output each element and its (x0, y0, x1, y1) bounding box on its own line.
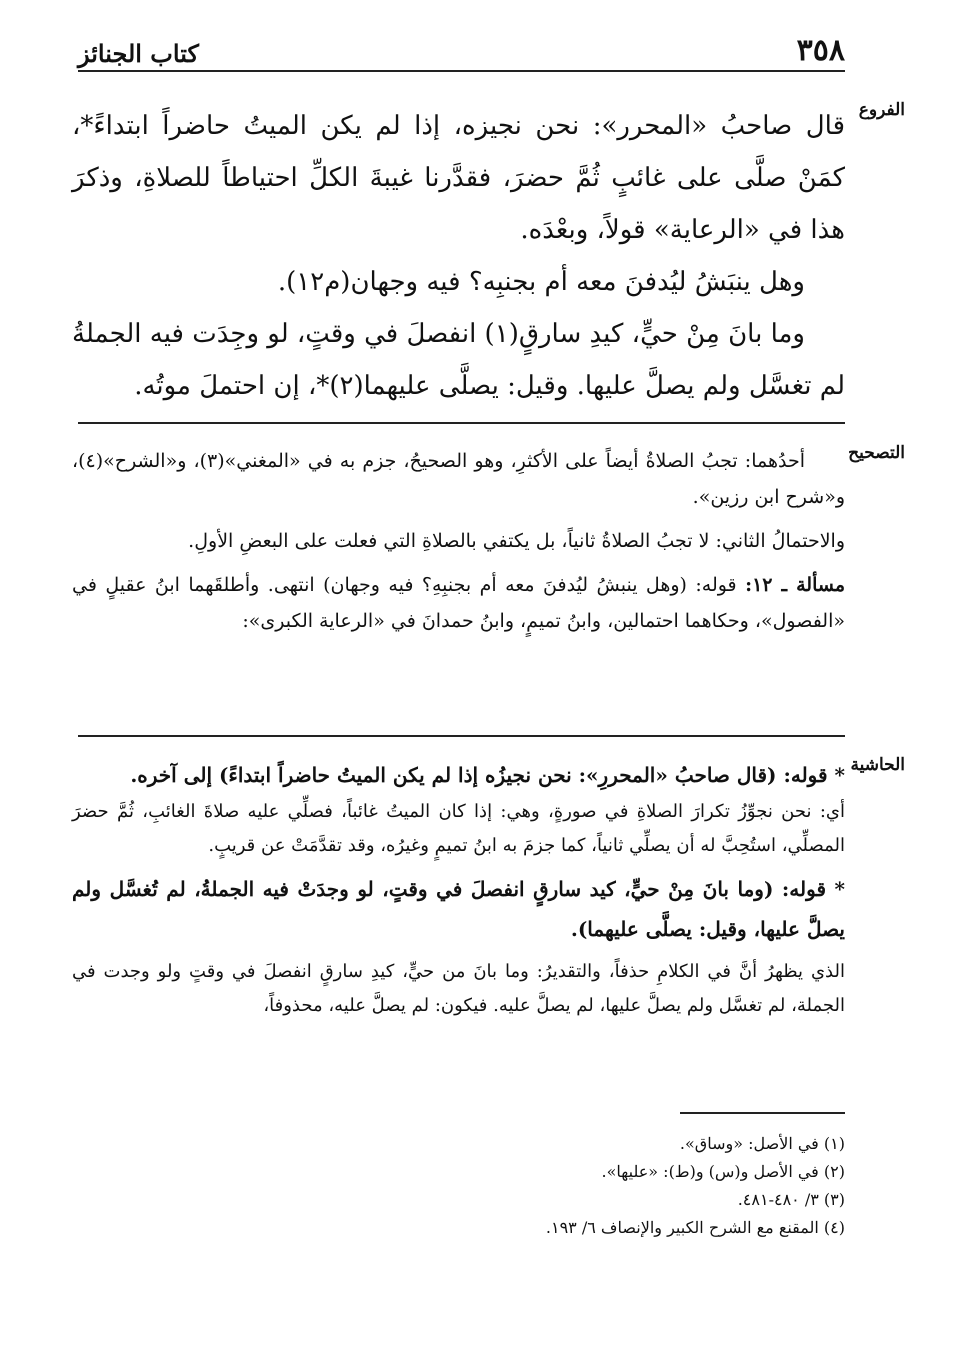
hashiya-explanation-1: أي: نحن نجوِّزُ تكرارَ الصلاةِ في صورةٍ، وهي: إذا كان الميتُ غائباً، فصلِّي عليه صلاةَ الغائبِ، ثُمَّ حضرَ المصلِّي، استُحِبَّ له أن يصلِّي ثانياً، كما جزمَ به ابنُ تميمٍ وغيرُه، وقد تقدَّمَتْ عن قريبٍ. (72, 801, 845, 856)
masala-heading: مسألة ـ ١٢: (745, 574, 845, 596)
book-title: كتاب الجنائز (78, 39, 199, 68)
furu-section (72, 100, 905, 412)
furu-paragraph-3: وما بانَ مِنْ حيٍّ، كيدِ سارقٍ(١) انفصلَ في وقتٍ، لو وجِدَت فيه الجملةُ لم تغسَّل ولم يصلَّ عليها. وقيل: يصلَّى عليهما(٢)*، إن احتملَ موتُه. (72, 319, 845, 401)
page-header (78, 30, 845, 72)
section-divider (78, 735, 845, 737)
footnote-divider (680, 1112, 845, 1114)
furu-paragraph-2: وهل ينبَشُ ليُدفنَ معه أم بجنبِه؟ فيه وجهان(م١٢). (277, 267, 805, 297)
hashiya-quote-2: * قوله: (وما بانَ مِنْ حيٍّ، كيد سارقٍ انفصلَ في وقتٍ، لو وجدَتْ فيه الجملةُ، لم تُغسَّل ولم يصلَّ عليها، وقيل: يصلَّى عليهما). (72, 877, 845, 941)
footnote: (١) في الأصل: «وساق». (679, 1134, 845, 1153)
tashih-paragraph-3 (72, 567, 845, 639)
tashih-label: التصحيح (848, 443, 905, 463)
hashiya-explanation-2: الذي يظهرُ أنَّ في الكلامِ حذفاً، والتقديرُ: وما بانَ من حيٍّ، كيدِ سارقٍ انفصلَ في وقتٍ ولو وجدت في الجملة، لم تغسَّل ولم يصلَّ عليها، لم يصلَّ عليه. فيكون: لم يصلَّ عليه، محذوفاً، (72, 961, 845, 1016)
hashiya-label: الحاشية (850, 755, 905, 775)
page-number: ٣٥٨ (796, 33, 845, 68)
section-divider (78, 422, 845, 424)
furu-paragraph-1: قال صاحبُ «المحرر»: نحن نجيزه، إذا لم يكن الميتُ حاضراً ابتداءً*، كمَنْ صلَّى على غائبٍ ثُمَّ حضرَ، فقدَّرنا غيبةَ الكلِّ احتياطاً للصلاةِ، وذكرَ هذا في «الرعاية» قولاً، وبعْدَه. (72, 111, 845, 245)
footnotes (78, 1130, 845, 1242)
furu-label: الفروع (858, 100, 905, 120)
hashiya-quote-1: * قوله: (قال صاحبُ «المحررِ»: نحن نجيزُه إذا لم يكن الميتُ حاضراً ابتداءً) إلى آخره. (130, 763, 845, 787)
tashih-paragraph-2: والاحتمالُ الثاني: لا تجبُ الصلاةُ ثانياً، بل يكتفي بالصلاةِ التي فعلت على البعضِ الأولِ. (188, 530, 845, 552)
footnote: (٤) المقنع مع الشرح الكبير والإنصاف ٦/ ١٩٣. (545, 1218, 845, 1237)
footnote: (٣) ٣/ ٤٨٠-٤٨١. (737, 1190, 845, 1209)
tashih-section (72, 443, 905, 639)
footnote: (٢) في الأصل و(س) و(ط): «عليها». (601, 1162, 845, 1181)
masala-text: قوله: (وهل ينبشُ ليُدفنَ معه أم بجنبِهِ؟ فيه وجهان) انتهى. وأطلقَهما ابنُ عقيلٍ في «الفصول»، وحكاهما احتمالين، وابنُ تميمٍ، وابنُ حمدانَ في «الرعاية الكبرى»: (72, 574, 845, 632)
hashiya-section (72, 755, 905, 1023)
tashih-paragraph-1: أحدُهما: تجبُ الصلاةُ أيضاً على الأكثرِ، وهو الصحيحُ، جزم به في «المغني»(٣)، و«الشرح»(٤)، و«شرح ابن رزين». (72, 450, 845, 508)
